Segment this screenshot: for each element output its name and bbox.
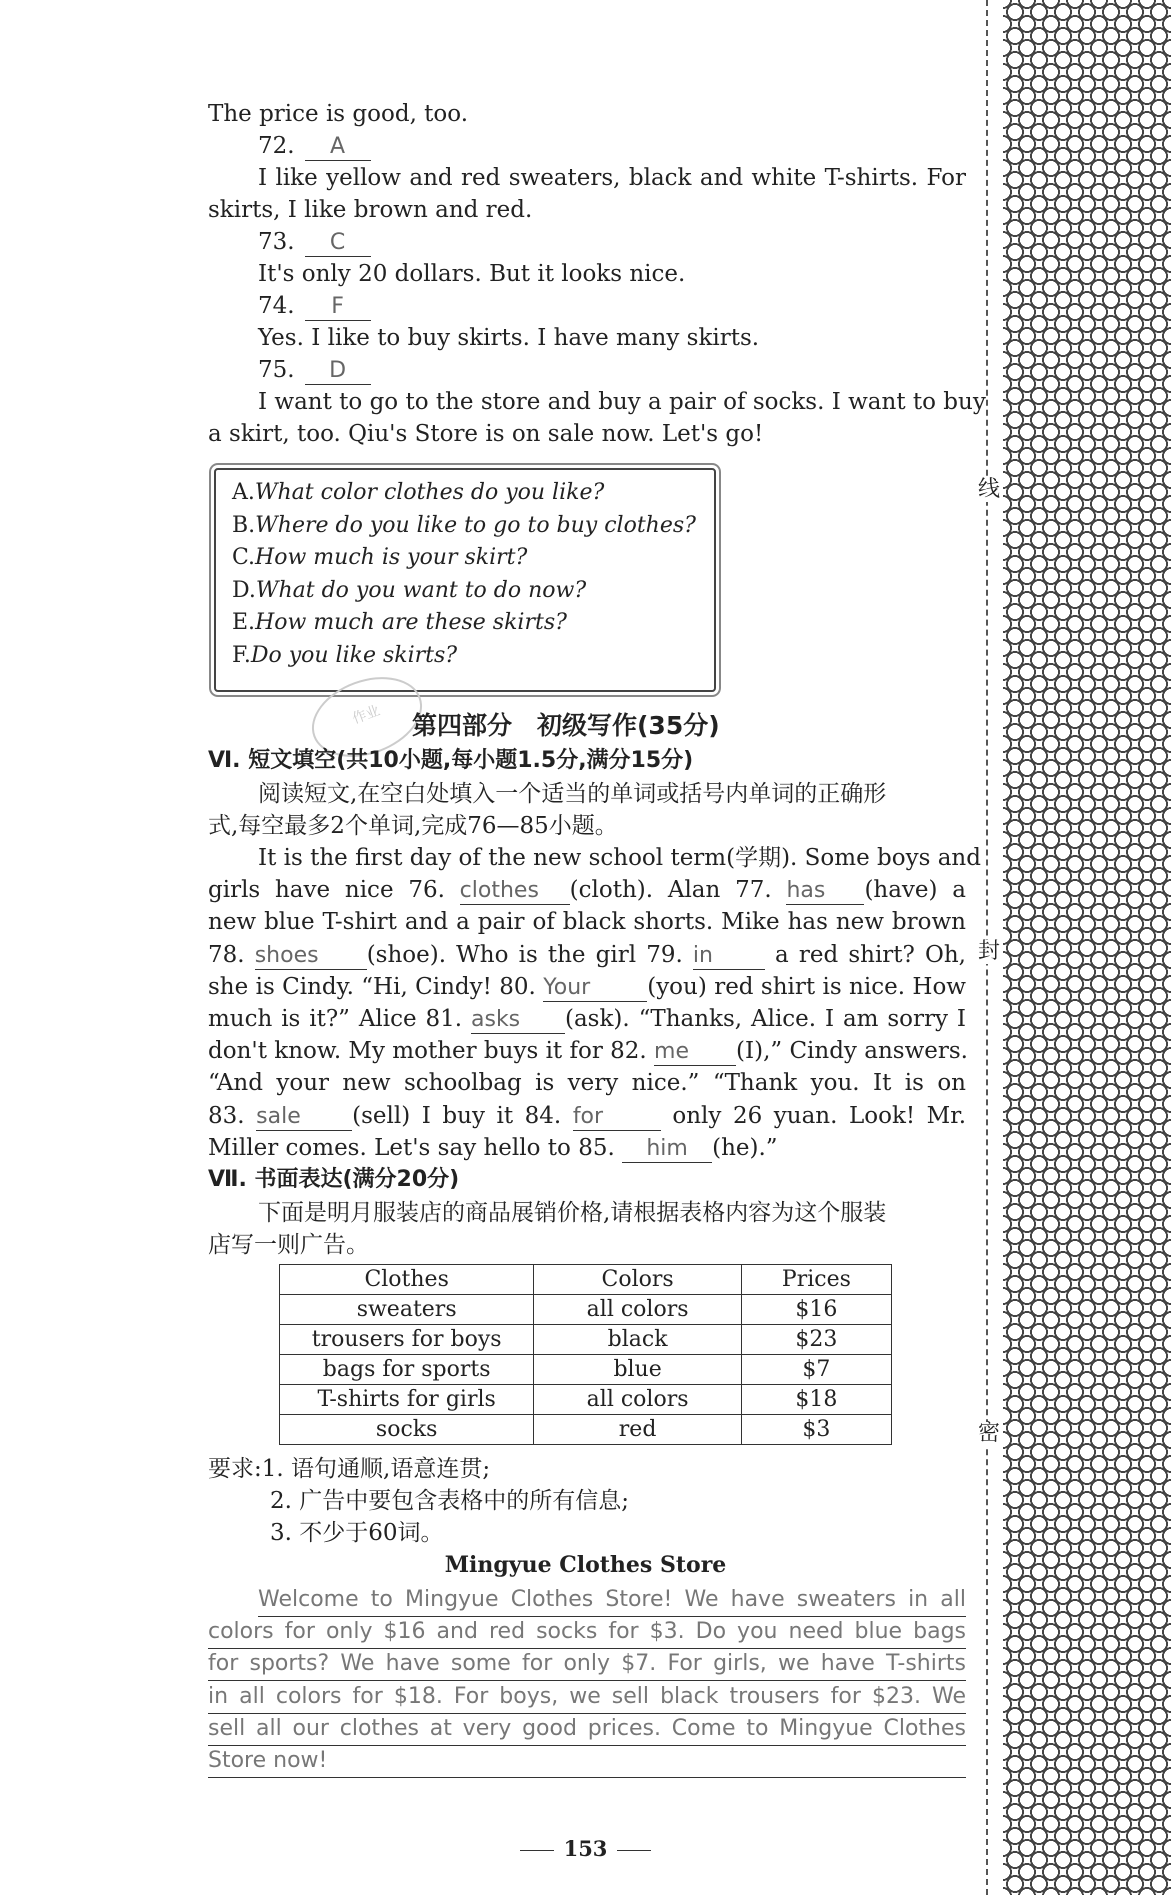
- section7-instruction: 下面是明月服装店的商品展销价格,请根据表格内容为这个服装: [258, 1200, 887, 1226]
- cloze-answer: for: [573, 1104, 661, 1131]
- dialogue-line: skirts, I like brown and red.: [208, 197, 533, 223]
- watermark-stamp: 作业: [301, 663, 433, 772]
- passage-text: (sell) I buy it 84.: [352, 1102, 573, 1129]
- passage-text: a red shirt? Oh,: [764, 941, 966, 968]
- essay-line: for sports? We have some for only $7. For girls, we have T-shirts: [208, 1648, 966, 1681]
- essay-line: colors for only $16 and red socks for $3. Do you need blue bags: [208, 1616, 966, 1649]
- cloze-answer: him: [622, 1136, 712, 1163]
- section6-instruction: 阅读短文,在空白处填入一个适当的单词或括号内单词的正确形: [258, 781, 887, 807]
- passage-line: [208, 1035, 966, 1067]
- essay-line: Store now!: [208, 1745, 966, 1778]
- passage-text: 78.: [208, 941, 255, 968]
- passage-line: [208, 1003, 966, 1035]
- answer-blank: A: [305, 134, 371, 161]
- question-number: 74.: [258, 293, 295, 319]
- option-text: How much is your skirt?: [255, 545, 528, 570]
- cloze-answer: sale: [256, 1104, 352, 1131]
- table-row: [280, 1325, 892, 1355]
- passage-text: Miller comes. Let's say hello to 85.: [208, 1134, 623, 1161]
- section6-instruction-cont: 式,每空最多2个单词,完成76—85小题。: [208, 813, 618, 839]
- cloze-answer: me: [654, 1039, 736, 1066]
- passage-line: [208, 1132, 966, 1164]
- section6-heading: Ⅵ. 短文填空(共10小题,每小题1.5分,满分15分): [208, 748, 694, 773]
- passage-text: (he).”: [712, 1134, 778, 1161]
- table-cell: $23: [741, 1325, 891, 1355]
- passage-text: (shoe). Who is the girl 79.: [366, 941, 693, 968]
- essay-line: Welcome to Mingyue Clothes Store! We have sweaters in all: [258, 1584, 966, 1617]
- passage-line: [208, 971, 966, 1003]
- essay-line: sell all our clothes at very good prices. Come to Mingyue Clothes: [208, 1713, 966, 1746]
- cloze-answer: shoes: [255, 943, 367, 970]
- section7-instruction-cont: 店写一则广告。: [208, 1232, 369, 1258]
- dialogue-question-1: [258, 226, 1016, 258]
- cloze-answer: in: [693, 943, 765, 970]
- table-row: [280, 1415, 892, 1445]
- passage-text: (cloth). Alan 77.: [569, 877, 787, 904]
- option-text: What color clothes do you like?: [254, 480, 605, 505]
- dialogue-question-2: [258, 290, 1016, 322]
- passage-text: (ask). “Thanks, Alice. I am sorry I: [565, 1006, 966, 1032]
- option-text: Do you like skirts?: [250, 642, 458, 668]
- table-row: [280, 1295, 892, 1325]
- table-row: [280, 1355, 892, 1385]
- option-letter: B.: [232, 512, 256, 538]
- table-cell: trousers for boys: [280, 1325, 534, 1355]
- requirement-1: 要求:1. 语句通顺,语意连贯;: [208, 1456, 491, 1482]
- passage-line: [208, 874, 966, 906]
- answer-blank: D: [305, 358, 371, 385]
- passage-text: new blue T-shirt and a pair of black shorts. Mike has new brown: [208, 909, 966, 936]
- question-number: 75.: [258, 357, 295, 383]
- option-letter: E.: [232, 610, 256, 635]
- essay-title: Mingyue Clothes Store: [444, 1552, 727, 1578]
- cloze-answer: clothes: [460, 878, 570, 905]
- option-text: Where do you like to go to buy clothes?: [255, 512, 696, 538]
- cloze-answer: asks: [471, 1007, 565, 1034]
- passage-text: “And your new schoolbag is very nice.” “Thank you. It is on: [208, 1070, 966, 1097]
- option-2: [232, 543, 527, 573]
- table-cell: socks: [280, 1415, 534, 1445]
- table-cell: all colors: [534, 1295, 742, 1325]
- question-number: 73.: [258, 229, 295, 255]
- passage-line: [208, 1067, 966, 1099]
- cloze-answer: has: [786, 878, 864, 905]
- passage-text: she is Cindy. “Hi, Cindy! 80.: [208, 973, 544, 1000]
- table-cell: $3: [741, 1415, 891, 1445]
- passage-text: 83.: [208, 1102, 257, 1129]
- option-5: [232, 641, 457, 671]
- passage-text: (have) a: [864, 877, 966, 904]
- essay-line: in all colors for $18. For boys, we sell black trousers for $23. We: [208, 1681, 966, 1714]
- margin-char-seal: 封: [978, 939, 1001, 964]
- option-0: [232, 478, 604, 508]
- table-cell: sweaters: [280, 1295, 534, 1325]
- table-cell: $7: [741, 1355, 891, 1385]
- intro-line: The price is good, too.: [208, 101, 469, 127]
- dialogue-line: It's only 20 dollars. But it looks nice.: [258, 261, 686, 287]
- table-cell: T-shirts for girls: [280, 1385, 534, 1415]
- dialogue-line: a skirt, too. Qiu's Store is on sale now. Let's go!: [208, 421, 764, 447]
- passage-text: It is the first day of the new school term(学期). Some boys and: [258, 845, 981, 871]
- dialogue-line: Yes. I like to buy skirts. I have many skirts.: [258, 325, 760, 351]
- option-1: [232, 511, 696, 541]
- option-letter: A.: [232, 480, 255, 505]
- passage-text: don't know. My mother buys it for 82.: [208, 1038, 655, 1065]
- option-text: How much are these skirts?: [255, 610, 567, 635]
- option-letter: D.: [232, 577, 256, 603]
- passage-text: only 26 yuan. Look! Mr.: [660, 1102, 967, 1129]
- section7-heading: Ⅶ. 书面表达(满分20分): [208, 1167, 460, 1192]
- table-cell: blue: [534, 1355, 742, 1385]
- table-header: Prices: [741, 1265, 891, 1295]
- passage-text: (I),” Cindy answers.: [736, 1038, 968, 1065]
- decorative-margin-pattern: [1003, 0, 1171, 1895]
- requirement-3: 3. 不少于60词。: [270, 1520, 444, 1546]
- option-letter: C.: [232, 545, 256, 570]
- passage-line: [208, 1100, 966, 1132]
- dialogue-question-0: [258, 130, 1016, 162]
- table-row: [280, 1385, 892, 1415]
- table-header: Colors: [534, 1265, 742, 1295]
- page-number: 153: [0, 1836, 1171, 1861]
- price-table: [279, 1264, 892, 1445]
- option-4: [232, 608, 567, 638]
- answer-blank: C: [305, 230, 371, 257]
- passage-line: [208, 939, 966, 971]
- passage-text: much is it?” Alice 81.: [208, 1006, 471, 1032]
- passage-text: girls have nice 76.: [208, 877, 460, 904]
- requirement-2: 2. 广告中要包含表格中的所有信息;: [270, 1488, 630, 1514]
- cloze-answer: Your: [543, 975, 647, 1002]
- table-header: Clothes: [280, 1265, 534, 1295]
- dialogue-line: I like yellow and red sweaters, black and white T-shirts. For: [258, 165, 966, 191]
- option-3: [232, 576, 586, 606]
- option-text: What do you want to do now?: [255, 577, 587, 603]
- question-number: 72.: [258, 133, 295, 159]
- table-cell: $16: [741, 1295, 891, 1325]
- passage-text: (you) red shirt is nice. How: [647, 973, 966, 1000]
- option-letter: F.: [232, 642, 251, 668]
- passage-line: [258, 842, 981, 874]
- margin-char-secret: 密: [978, 1421, 1001, 1446]
- passage-line: [208, 906, 966, 938]
- answer-blank: F: [305, 294, 371, 321]
- table-cell: black: [534, 1325, 742, 1355]
- margin-char-line: 线: [978, 477, 1001, 502]
- part4-title: 第四部分 初级写作(35分): [412, 711, 720, 740]
- dialogue-line: I want to go to the store and buy a pair of socks. I want to buy: [258, 389, 986, 415]
- table-cell: bags for sports: [280, 1355, 534, 1385]
- table-cell: all colors: [534, 1385, 742, 1415]
- table-cell: $18: [741, 1385, 891, 1415]
- table-cell: red: [534, 1415, 742, 1445]
- dialogue-question-3: [258, 354, 1016, 386]
